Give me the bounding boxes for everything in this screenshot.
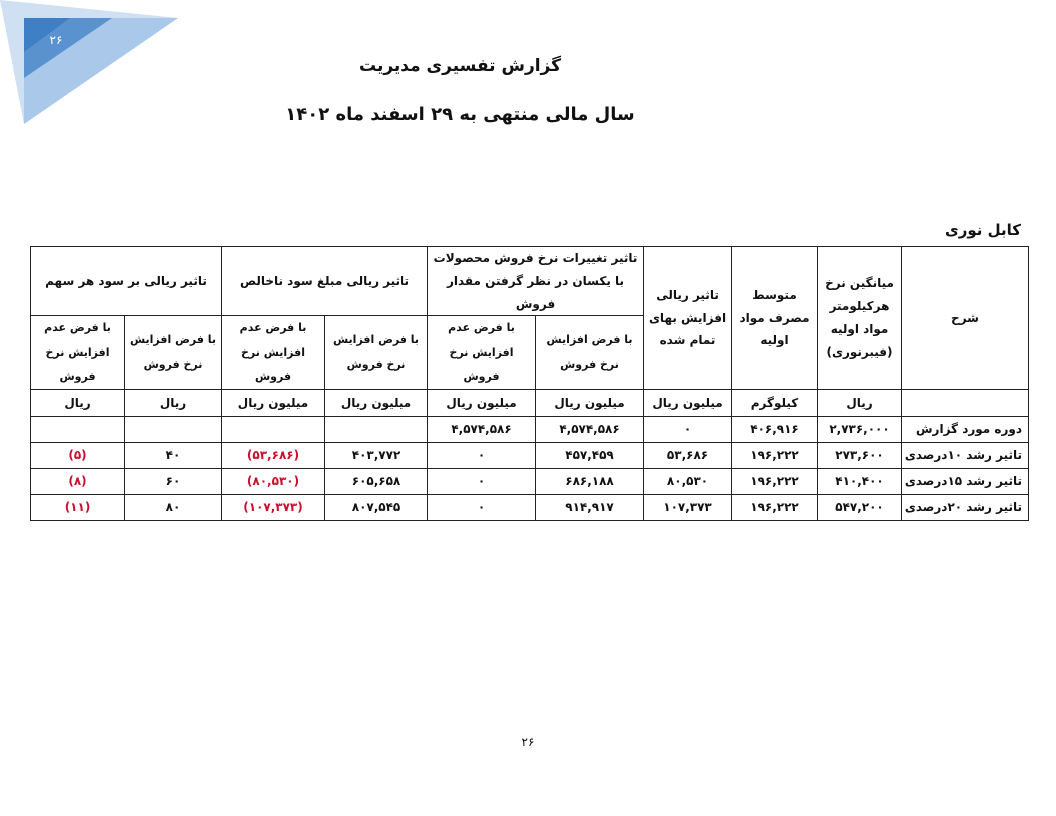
table-cell: ۴۰ bbox=[125, 442, 222, 468]
negative-cell: (۸۰,۵۳۰) bbox=[222, 468, 325, 494]
units-row bbox=[31, 389, 1029, 416]
table-cell: ۴۵۷,۴۵۹ bbox=[536, 442, 644, 468]
row-label: تاثیر رشد ۱۰درصدی bbox=[902, 442, 1029, 468]
report-title: گزارش تفسیری مدیریت bbox=[358, 56, 562, 76]
unit-cell: میلیون ریال bbox=[222, 389, 325, 416]
header-cost-increase: تاثیر ریالی افزایش بهای تمام شده bbox=[644, 247, 732, 390]
table-cell: ۰ bbox=[428, 442, 536, 468]
negative-cell: (۵۳,۶۸۶) bbox=[222, 442, 325, 468]
table-cell: ۱۰۷,۳۷۳ bbox=[644, 494, 732, 520]
table-cell: ۶۰۵,۶۵۸ bbox=[325, 468, 428, 494]
table-cell: ۶۸۶,۱۸۸ bbox=[536, 468, 644, 494]
negative-cell: (۵) bbox=[31, 442, 125, 468]
unit-cell: میلیون ریال bbox=[325, 389, 428, 416]
table-cell: ۴۰۶,۹۱۶ bbox=[732, 416, 818, 442]
table-row bbox=[31, 416, 1029, 442]
table-cell: ۴۱۰,۴۰۰ bbox=[818, 468, 902, 494]
unit-desc bbox=[902, 389, 1029, 416]
unit-cell: میلیون ریال bbox=[428, 389, 536, 416]
table-cell bbox=[325, 416, 428, 442]
header-desc: شرح bbox=[902, 247, 1029, 390]
table-cell: ۴۰۳,۷۷۲ bbox=[325, 442, 428, 468]
table-cell bbox=[31, 416, 125, 442]
header-gp-without-increase: با فرض عدم افزایش نرخ فروش bbox=[222, 316, 325, 390]
table-cell: ۱۹۶,۲۲۲ bbox=[732, 442, 818, 468]
table-cell: ۱۹۶,۲۲۲ bbox=[732, 494, 818, 520]
table-cell: ۵۴۷,۲۰۰ bbox=[818, 494, 902, 520]
table-cell: ۴,۵۷۴,۵۸۶ bbox=[536, 416, 644, 442]
sensitivity-table bbox=[30, 246, 1029, 521]
table-cell: ۹۱۴,۹۱۷ bbox=[536, 494, 644, 520]
table-cell: ۶۰ bbox=[125, 468, 222, 494]
negative-cell: (۱۱) bbox=[31, 494, 125, 520]
unit-cell: میلیون ریال bbox=[536, 389, 644, 416]
table-cell: ۰ bbox=[644, 416, 732, 442]
unit-cell: ریال bbox=[125, 389, 222, 416]
unit-cell: میلیون ریال bbox=[644, 389, 732, 416]
table-cell: ۲۷۳,۶۰۰ bbox=[818, 442, 902, 468]
negative-cell: (۸) bbox=[31, 468, 125, 494]
header-price-change-group: تاثیر تغییرات نرخ فروش محصولات با یکسان در نظر گرفتن مقدار فروش bbox=[428, 247, 644, 316]
table-cell bbox=[125, 416, 222, 442]
row-label: تاثیر رشد ۱۵درصدی bbox=[902, 468, 1029, 494]
table-cell: ۴,۵۷۴,۵۸۶ bbox=[428, 416, 536, 442]
header-eps-group: تاثیر ریالی بر سود هر سهم bbox=[31, 247, 222, 316]
table-row bbox=[31, 494, 1029, 520]
unit-cell: کیلوگرم bbox=[732, 389, 818, 416]
header-price-with-increase: با فرض افزایش نرخ فروش bbox=[536, 316, 644, 390]
table-cell: ۵۳,۶۸۶ bbox=[644, 442, 732, 468]
page-number-bottom: ۲۶ bbox=[521, 735, 535, 749]
table-cell: ۰ bbox=[428, 468, 536, 494]
row-label: دوره مورد گزارش bbox=[902, 416, 1029, 442]
header-price-without-increase: با فرض عدم افزایش نرخ فروش bbox=[428, 316, 536, 390]
table-cell: ۸۰,۵۳۰ bbox=[644, 468, 732, 494]
page-number-top: ۲۶ bbox=[49, 33, 63, 47]
report-subtitle: سال مالی منتهی به ۲۹ اسفند ماه ۱۴۰۲ bbox=[285, 104, 635, 125]
header-gross-profit-group: تاثیر ریالی مبلغ سود ناخالص bbox=[222, 247, 428, 316]
unit-cell: ریال bbox=[31, 389, 125, 416]
header-avg-rate: میانگین نرخ هرکیلومتر مواد اولیه (فیبرنوری) bbox=[818, 247, 902, 390]
table-row bbox=[31, 468, 1029, 494]
table-cell: ۲,۷۳۶,۰۰۰ bbox=[818, 416, 902, 442]
table-cell bbox=[222, 416, 325, 442]
header-avg-consumption: متوسط مصرف مواد اولیه bbox=[732, 247, 818, 390]
table-row bbox=[31, 442, 1029, 468]
header-eps-with-increase: با فرض افزایش نرخ فروش bbox=[125, 316, 222, 390]
header-eps-without-increase: با فرض عدم افزایش نرخ فروش bbox=[31, 316, 125, 390]
negative-cell: (۱۰۷,۳۷۳) bbox=[222, 494, 325, 520]
table-cell: ۱۹۶,۲۲۲ bbox=[732, 468, 818, 494]
table-cell: ۰ bbox=[428, 494, 536, 520]
table-cell: ۸۰ bbox=[125, 494, 222, 520]
header-gp-with-increase: با فرض افزایش نرخ فروش bbox=[325, 316, 428, 390]
section-title: کابل نوری bbox=[944, 221, 1021, 239]
unit-cell: ریال bbox=[818, 389, 902, 416]
row-label: تاثیر رشد ۲۰درصدی bbox=[902, 494, 1029, 520]
table-cell: ۸۰۷,۵۴۵ bbox=[325, 494, 428, 520]
